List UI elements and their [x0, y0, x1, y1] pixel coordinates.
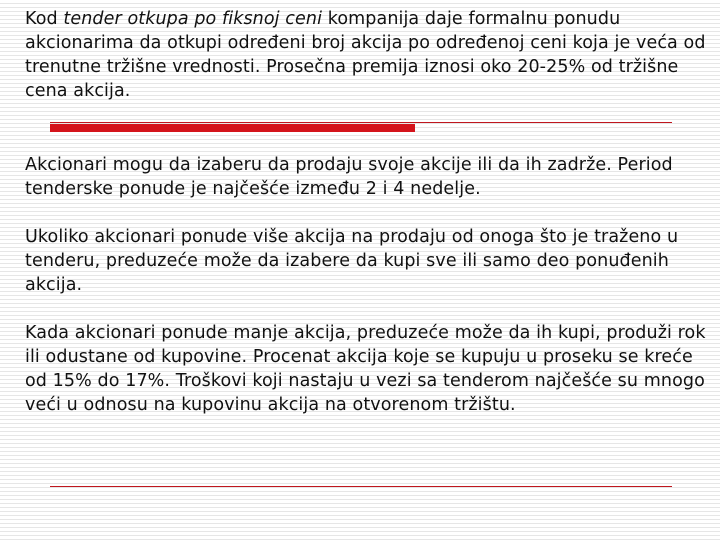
divider-accent-bar [50, 124, 415, 132]
paragraph-undersubscription: Kada akcionari ponude manje akcija, preduzeće može da ih kupi, produži rok ili odustane od kupovine. Procenat akcija koje se kupuju u proseku se kreće od 15% do 17%. Troškovi koji nastaju u vezi sa tenderom najčešće su mnogo veći u odnosu na kupovinu akcija na otvorenom tržištu. [25, 323, 706, 415]
paragraph-tender-definition [25, 7, 715, 103]
paragraph-rest: kompanija daje formalnu ponudu akcionarima da otkupi određeni broj akcija po određenoj ceni koja je veća od trenutne tržišne vrednosti. Prosečna premija iznosi oko 20-25% od tržišne cena akcija. [25, 9, 706, 101]
paragraph-italic-term: tender otkupa po fiksnoj ceni [63, 9, 323, 29]
divider-line-bottom [50, 486, 672, 487]
divider-line-top [50, 122, 672, 123]
paragraph-oversubscription: Ukoliko akcionari ponude više akcija na prodaju od onoga što je traženo u tenderu, preduzeće može da izabere da kupi sve ili samo deo ponuđenih akcija. [25, 227, 679, 295]
paragraph-shareholder-choice: Akcionari mogu da izaberu da prodaju svoje akcije ili da ih zadrže. Period tenderske ponude je najčešće između 2 i 4 nedelje. [25, 155, 673, 199]
paragraph-lead: Kod [25, 9, 64, 29]
